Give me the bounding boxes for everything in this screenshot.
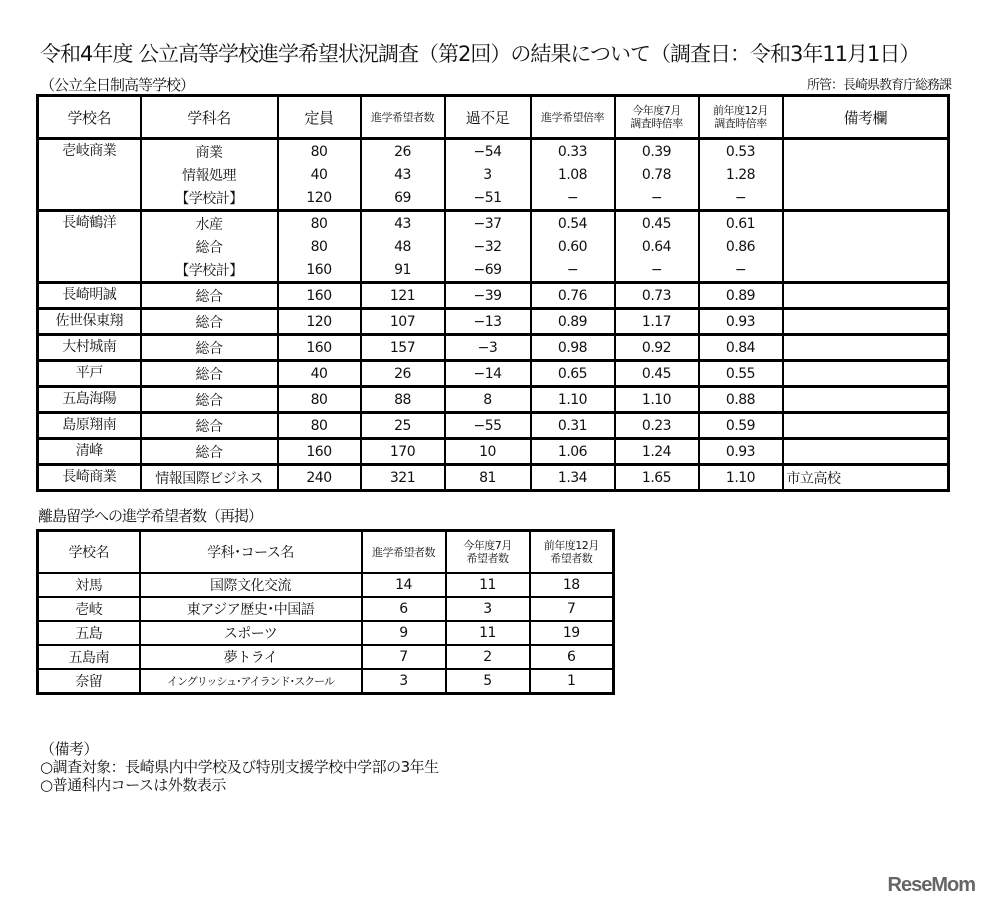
department-name: 総合 xyxy=(141,235,278,258)
data-cell: 80 xyxy=(278,139,361,164)
data-cell xyxy=(783,361,949,387)
data-cell: 1.06 xyxy=(531,439,615,465)
data-cell: 26 xyxy=(361,361,445,387)
column-header: 学科名 xyxy=(141,96,278,139)
note-item: ○調査対象：長崎県内中学校及び特別支援学校中学部の3年生 xyxy=(40,758,439,776)
school-name: 五島南 xyxy=(38,645,140,669)
school-name: 清峰 xyxy=(38,439,141,465)
data-cell: − xyxy=(699,258,783,283)
department-name: 情報国際ビジネス xyxy=(141,465,278,491)
data-cell: 120 xyxy=(278,186,361,211)
data-cell: 0.39 xyxy=(615,139,699,164)
data-cell: −69 xyxy=(445,258,531,283)
data-cell: 7 xyxy=(530,597,614,621)
data-cell: 25 xyxy=(361,413,445,439)
data-cell: 1.10 xyxy=(531,387,615,413)
course-name: 夢トライ xyxy=(140,645,362,669)
data-cell xyxy=(783,387,949,413)
note-item: ○普通科内コースは外数表示 xyxy=(40,776,226,794)
data-cell: 3 xyxy=(362,669,446,694)
data-cell: 81 xyxy=(445,465,531,491)
data-cell xyxy=(783,258,949,283)
data-cell: 80 xyxy=(278,211,361,236)
data-cell xyxy=(783,283,949,309)
column-header: 進学希望者数 xyxy=(361,96,445,139)
remote-island-table-title: 離島留学への進学希望者数（再掲） xyxy=(38,507,263,525)
school-name: 対馬 xyxy=(38,573,140,597)
data-cell: 43 xyxy=(361,211,445,236)
data-cell: 3 xyxy=(446,597,530,621)
table-row xyxy=(38,258,949,283)
data-cell: 2 xyxy=(446,645,530,669)
data-cell: 40 xyxy=(278,163,361,186)
data-cell: −13 xyxy=(445,309,531,335)
data-cell: 121 xyxy=(361,283,445,309)
column-header: 備考欄 xyxy=(783,96,949,139)
data-cell: 1.08 xyxy=(531,163,615,186)
data-cell: 88 xyxy=(361,387,445,413)
data-cell xyxy=(783,335,949,361)
table-row xyxy=(38,335,949,361)
data-cell: 5 xyxy=(446,669,530,694)
data-cell: 7 xyxy=(362,645,446,669)
data-cell: 市立高校 xyxy=(783,465,949,491)
school-name: 長崎鶴洋 xyxy=(38,211,141,283)
course-name: スポーツ xyxy=(140,621,362,645)
data-cell: −37 xyxy=(445,211,531,236)
data-cell: 157 xyxy=(361,335,445,361)
data-cell: 0.31 xyxy=(531,413,615,439)
data-cell: 160 xyxy=(278,439,361,465)
data-cell: 43 xyxy=(361,163,445,186)
column-header: 今年度7月 調査時倍率 xyxy=(615,96,699,139)
column-header: 前年度12月 希望者数 xyxy=(530,531,614,574)
table-row xyxy=(38,387,949,413)
notes xyxy=(40,740,439,794)
column-header: 過不足 xyxy=(445,96,531,139)
data-cell: 8 xyxy=(445,387,531,413)
column-header: 学科･コース名 xyxy=(140,531,362,574)
data-cell: 0.73 xyxy=(615,283,699,309)
department-name: 総合 xyxy=(141,309,278,335)
data-cell: 80 xyxy=(278,235,361,258)
department-name: 【学校計】 xyxy=(141,186,278,211)
course-name: イングリッシュ･アイランド･スクール xyxy=(140,669,362,694)
school-name: 島原翔南 xyxy=(38,413,141,439)
data-cell: 1.17 xyxy=(615,309,699,335)
data-cell: 40 xyxy=(278,361,361,387)
table-row xyxy=(38,597,614,621)
data-cell: 0.45 xyxy=(615,211,699,236)
school-name: 長崎明誠 xyxy=(38,283,141,309)
data-cell: 0.64 xyxy=(615,235,699,258)
data-cell: 19 xyxy=(530,621,614,645)
data-cell xyxy=(783,139,949,164)
table-row xyxy=(38,283,949,309)
data-cell: 0.88 xyxy=(699,387,783,413)
data-cell: 26 xyxy=(361,139,445,164)
data-cell: 0.61 xyxy=(699,211,783,236)
data-cell: 170 xyxy=(361,439,445,465)
data-cell: 48 xyxy=(361,235,445,258)
data-cell: 160 xyxy=(278,258,361,283)
data-cell: 69 xyxy=(361,186,445,211)
column-header: 学校名 xyxy=(38,96,141,139)
data-cell: 0.86 xyxy=(699,235,783,258)
column-header: 進学希望者数 xyxy=(362,531,446,574)
data-cell: 0.65 xyxy=(531,361,615,387)
data-cell: 1.10 xyxy=(699,465,783,491)
school-name: 五島 xyxy=(38,621,140,645)
data-cell: 9 xyxy=(362,621,446,645)
data-cell: 18 xyxy=(530,573,614,597)
data-cell: 91 xyxy=(361,258,445,283)
data-cell: 0.55 xyxy=(699,361,783,387)
data-cell: 0.45 xyxy=(615,361,699,387)
data-cell: 0.59 xyxy=(699,413,783,439)
data-cell: 120 xyxy=(278,309,361,335)
table-row xyxy=(38,465,949,491)
data-cell: −55 xyxy=(445,413,531,439)
data-cell: −54 xyxy=(445,139,531,164)
data-cell: 0.89 xyxy=(699,283,783,309)
page-title: 令和4年度 公立高等学校進学希望状況調査（第2回）の結果について（調査日：令和3年11月1日） xyxy=(40,42,920,66)
data-cell: 0.89 xyxy=(531,309,615,335)
table-row xyxy=(38,163,949,186)
table-row xyxy=(38,669,614,694)
data-cell: 321 xyxy=(361,465,445,491)
school-name: 長崎商業 xyxy=(38,465,141,491)
data-cell: 0.84 xyxy=(699,335,783,361)
school-name: 壱岐商業 xyxy=(38,139,141,211)
data-cell: − xyxy=(615,258,699,283)
course-name: 東アジア歴史･中国語 xyxy=(140,597,362,621)
remote-island-table xyxy=(36,529,615,695)
data-cell: 6 xyxy=(362,597,446,621)
data-cell: − xyxy=(615,186,699,211)
data-cell: 0.78 xyxy=(615,163,699,186)
school-name: 五島海陽 xyxy=(38,387,141,413)
data-cell: 0.76 xyxy=(531,283,615,309)
table-row xyxy=(38,439,949,465)
department-name: 情報処理 xyxy=(141,163,278,186)
department-name: 水産 xyxy=(141,211,278,236)
table-row xyxy=(38,621,614,645)
data-cell: 11 xyxy=(446,573,530,597)
department-name: 総合 xyxy=(141,439,278,465)
data-cell xyxy=(783,211,949,236)
data-cell: 0.93 xyxy=(699,439,783,465)
column-header: 今年度7月 希望者数 xyxy=(446,531,530,574)
table-row xyxy=(38,413,949,439)
table-row xyxy=(38,211,949,236)
data-cell: 0.23 xyxy=(615,413,699,439)
data-cell: 1.10 xyxy=(615,387,699,413)
data-cell xyxy=(783,235,949,258)
data-cell: −32 xyxy=(445,235,531,258)
table-row xyxy=(38,235,949,258)
column-header: 定員 xyxy=(278,96,361,139)
data-cell: 107 xyxy=(361,309,445,335)
data-cell: 3 xyxy=(445,163,531,186)
notes-heading: （備考） xyxy=(40,740,99,758)
data-cell: 160 xyxy=(278,335,361,361)
data-cell: 240 xyxy=(278,465,361,491)
department-label: 所管：長崎県教育庁総務課 xyxy=(806,78,951,93)
school-name: 平戸 xyxy=(38,361,141,387)
table-row xyxy=(38,573,614,597)
school-name: 佐世保東翔 xyxy=(38,309,141,335)
table-row xyxy=(38,645,614,669)
survey-table xyxy=(36,94,950,492)
data-cell: 80 xyxy=(278,387,361,413)
data-cell xyxy=(783,439,949,465)
data-cell: 6 xyxy=(530,645,614,669)
table-row xyxy=(38,361,949,387)
data-cell: −51 xyxy=(445,186,531,211)
school-name: 奈留 xyxy=(38,669,140,694)
data-cell: 11 xyxy=(446,621,530,645)
data-cell: 0.54 xyxy=(531,211,615,236)
data-cell: −3 xyxy=(445,335,531,361)
data-cell: 0.33 xyxy=(531,139,615,164)
column-header: 進学希望倍率 xyxy=(531,96,615,139)
data-cell: 14 xyxy=(362,573,446,597)
column-header: 学校名 xyxy=(38,531,140,574)
data-cell: 0.93 xyxy=(699,309,783,335)
data-cell: 80 xyxy=(278,413,361,439)
school-name: 壱岐 xyxy=(38,597,140,621)
data-cell: 0.60 xyxy=(531,235,615,258)
data-cell: −39 xyxy=(445,283,531,309)
department-name: 総合 xyxy=(141,361,278,387)
data-cell: 0.53 xyxy=(699,139,783,164)
column-header: 前年度12月 調査時倍率 xyxy=(699,96,783,139)
data-cell: 1.28 xyxy=(699,163,783,186)
data-cell: 1.65 xyxy=(615,465,699,491)
data-cell: 1.24 xyxy=(615,439,699,465)
data-cell: 0.98 xyxy=(531,335,615,361)
data-cell: 0.92 xyxy=(615,335,699,361)
data-cell: − xyxy=(531,186,615,211)
data-cell: − xyxy=(699,186,783,211)
data-cell: 1.34 xyxy=(531,465,615,491)
department-name: 【学校計】 xyxy=(141,258,278,283)
department-name: 総合 xyxy=(141,335,278,361)
data-cell xyxy=(783,186,949,211)
department-name: 商業 xyxy=(141,139,278,164)
data-cell: 160 xyxy=(278,283,361,309)
department-name: 総合 xyxy=(141,387,278,413)
data-cell xyxy=(783,413,949,439)
data-cell xyxy=(783,309,949,335)
table-row xyxy=(38,139,949,164)
resemom-logo: ReseMom xyxy=(887,874,975,896)
data-cell: −14 xyxy=(445,361,531,387)
department-name: 総合 xyxy=(141,283,278,309)
department-name: 総合 xyxy=(141,413,278,439)
data-cell: 1 xyxy=(530,669,614,694)
table-row xyxy=(38,186,949,211)
subtitle: （公立全日制高等学校） xyxy=(40,76,195,94)
data-cell: − xyxy=(531,258,615,283)
table-row xyxy=(38,309,949,335)
school-name: 大村城南 xyxy=(38,335,141,361)
course-name: 国際文化交流 xyxy=(140,573,362,597)
data-cell: 10 xyxy=(445,439,531,465)
data-cell xyxy=(783,163,949,186)
